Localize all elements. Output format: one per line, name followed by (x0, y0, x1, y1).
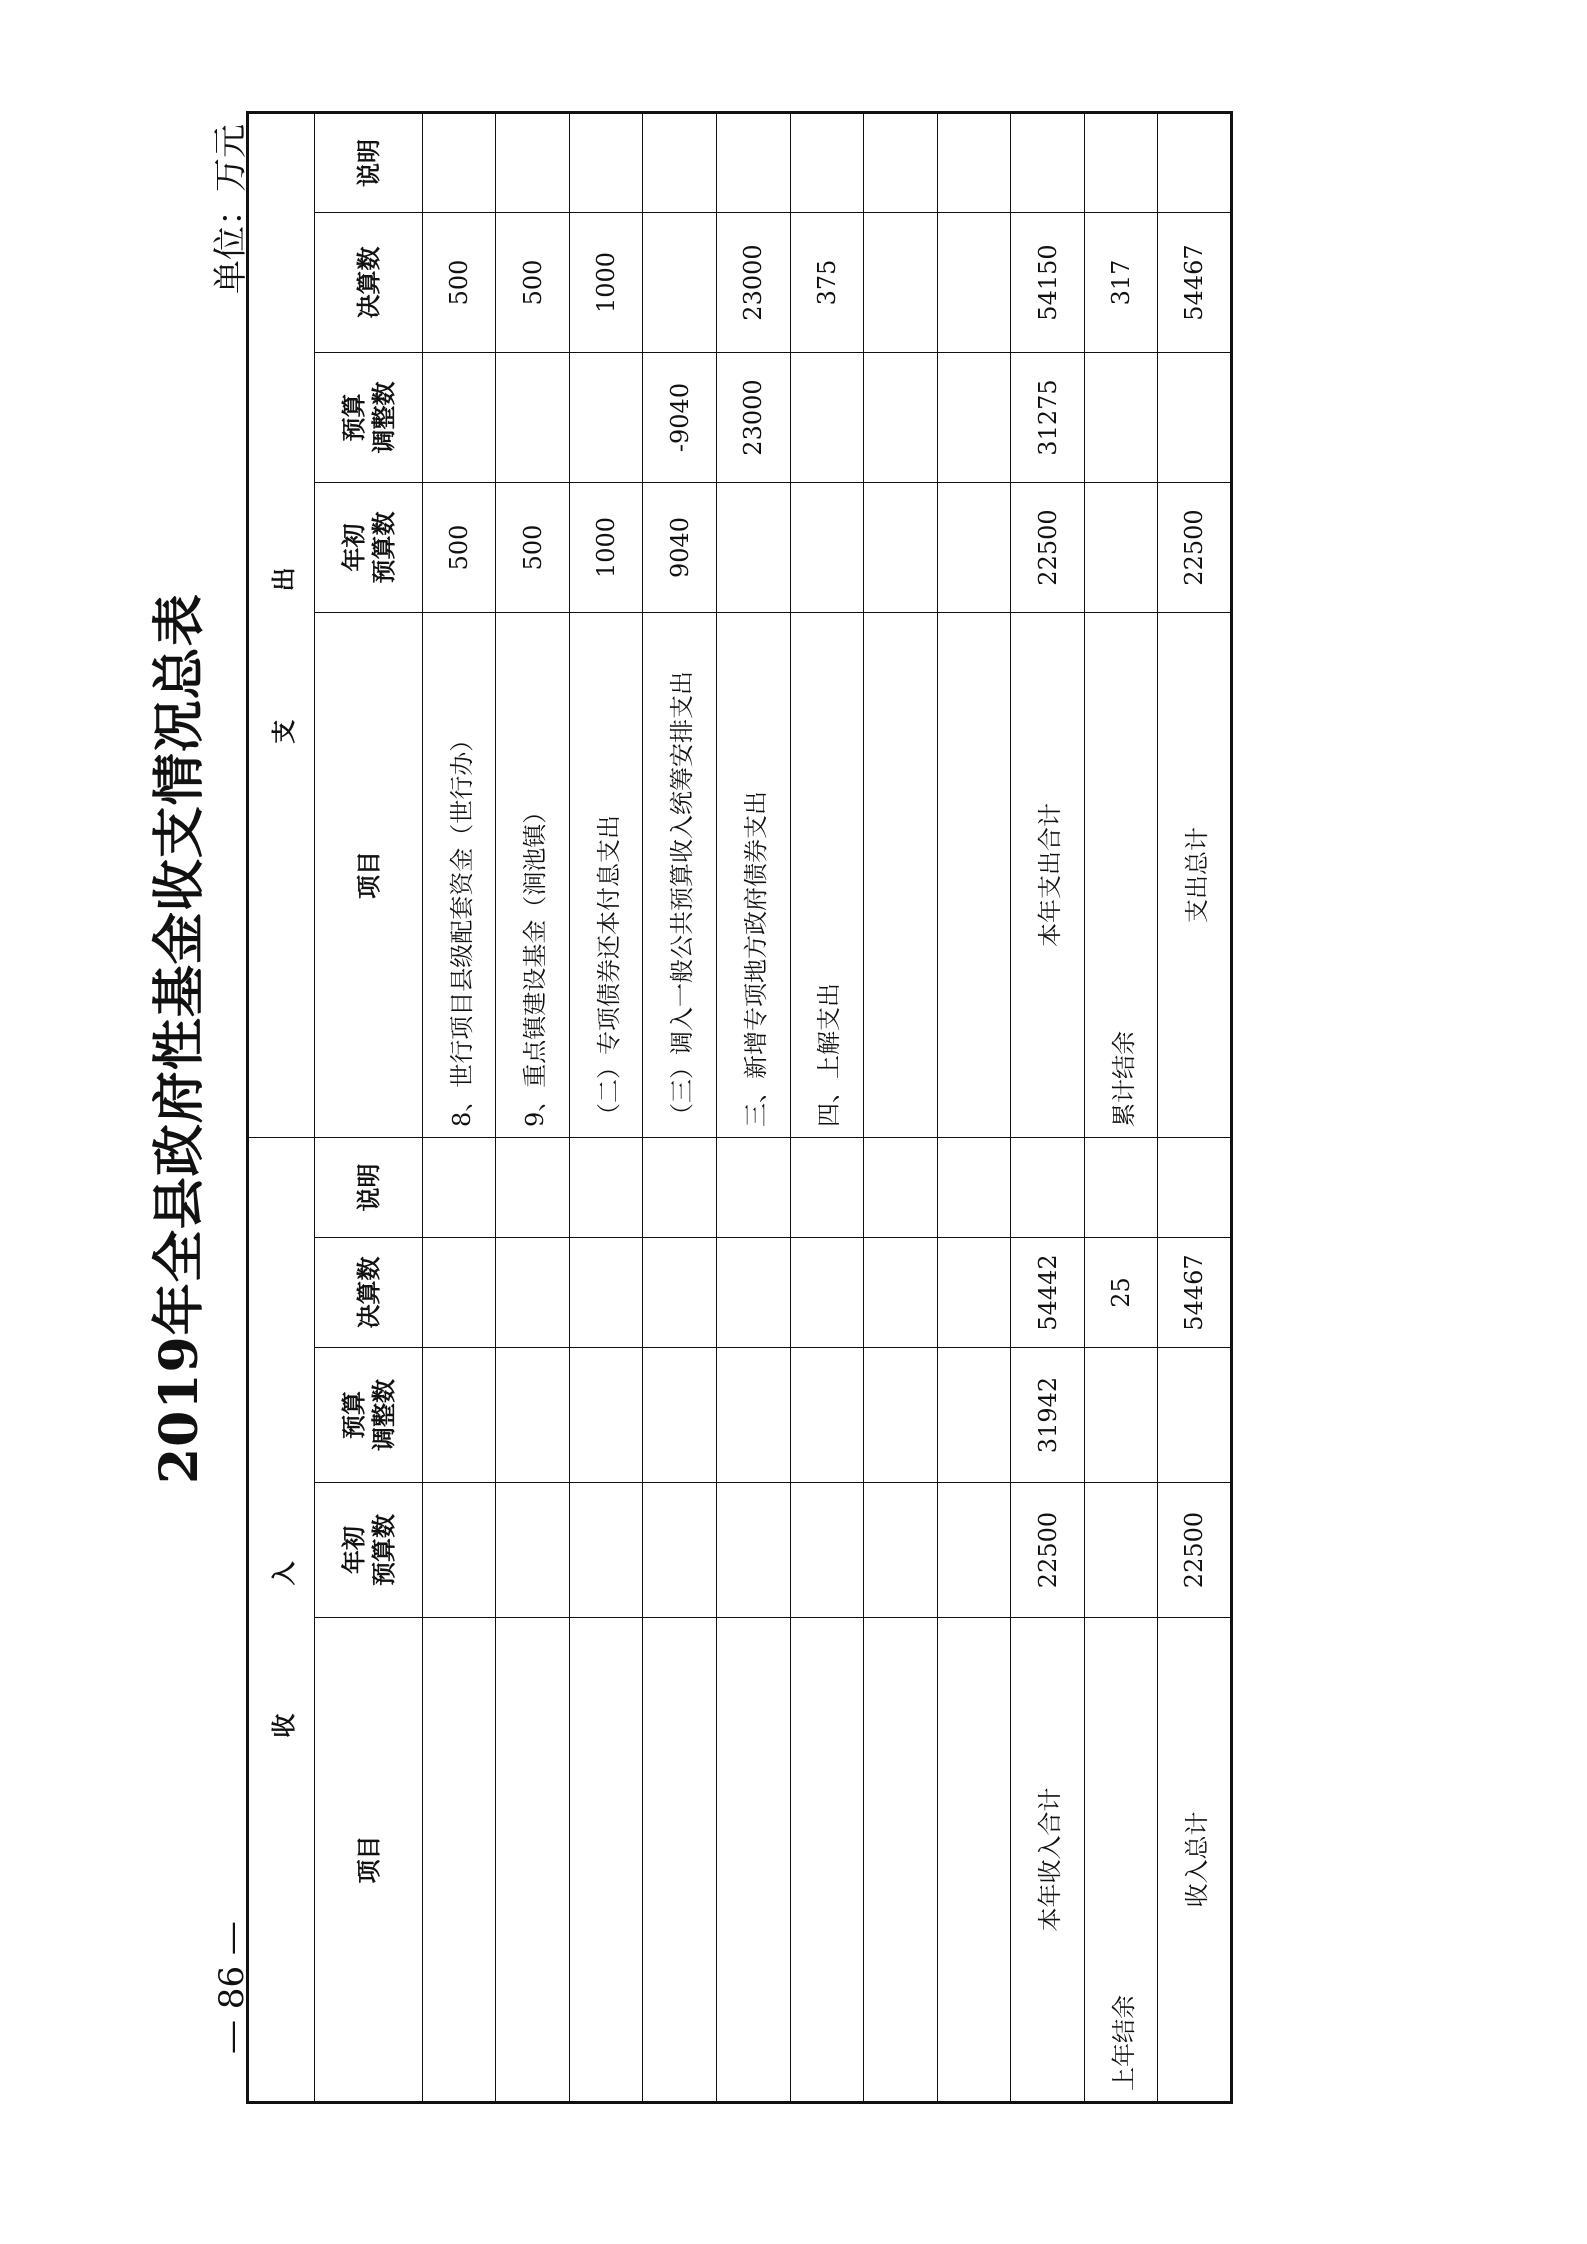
income-adjust-cell (716, 1348, 790, 1483)
income-item-cell: 收入总计 (1158, 1618, 1232, 2103)
table-row (569, 113, 643, 2103)
expense-final-cell: 317 (1084, 213, 1158, 353)
expense-note-cell (937, 113, 1011, 213)
income-note-cell (1158, 1138, 1232, 1238)
expense-note-cell (496, 113, 570, 213)
page-title: 2019年全县政府性基金收支情况总表 (149, 593, 210, 1484)
initial-header-line2: 预算数 (368, 511, 398, 584)
adjust-header-line2: 调整数 (368, 1379, 398, 1451)
income-initial-cell (937, 1483, 1011, 1618)
expense-item-cell: 本年支出合计 (1011, 613, 1085, 1138)
income-adjust-cell (1084, 1348, 1158, 1483)
expense-initial-cell (1084, 483, 1158, 613)
expense-final-cell (937, 213, 1011, 353)
income-note-cell (716, 1138, 790, 1238)
expense-note-cell (1084, 113, 1158, 213)
income-note-cell (790, 1138, 864, 1238)
income-item-cell (937, 1618, 1011, 2103)
expense-item-cell: （三）调入一般公共预算收入统筹安排支出 (643, 613, 717, 1138)
expense-note-cell (569, 113, 643, 213)
fund-summary-table (246, 111, 1233, 2104)
expense-initial-cell: 9040 (643, 483, 717, 613)
income-final-cell: 54467 (1158, 1238, 1232, 1348)
income-item-cell (716, 1618, 790, 2103)
expense-note-cell (864, 113, 938, 213)
table-row (716, 113, 790, 2103)
income-item-cell (496, 1618, 570, 2103)
expense-note-cell (716, 113, 790, 213)
expense-item-cell: 三、新增专项地方政府债券支出 (716, 613, 790, 1138)
expense-item-cell (937, 613, 1011, 1138)
income-adjust-cell (937, 1348, 1011, 1483)
income-note-cell (643, 1138, 717, 1238)
adjust-header-line1: 预算 (338, 393, 368, 442)
expense-final-cell (864, 213, 938, 353)
income-adjust-cell (864, 1348, 938, 1483)
income-adjust-cell (422, 1348, 496, 1483)
expense-adjust-cell (1084, 353, 1158, 483)
income-initial-cell (1084, 1483, 1158, 1618)
expense-adjust-cell (422, 353, 496, 483)
income-initial-cell (496, 1483, 570, 1618)
expense-adjust-cell (937, 353, 1011, 483)
page-number: — 86 — (212, 1921, 252, 2054)
expense-final-cell: 375 (790, 213, 864, 353)
income-initial-cell: 22500 (1011, 1483, 1085, 1618)
expense-initial-cell (937, 483, 1011, 613)
income-adjust-cell (496, 1348, 570, 1483)
expense-initial-cell: 500 (496, 483, 570, 613)
table-row (937, 113, 1011, 2103)
expense-initial-cell: 1000 (569, 483, 643, 613)
expense-item-cell: 支出总计 (1158, 613, 1232, 1138)
income-item-cell (790, 1618, 864, 2103)
table-row (790, 113, 864, 2103)
initial-header-line2: 预算数 (368, 1514, 398, 1586)
initial-header-line1: 年初 (338, 523, 368, 572)
income-initial-cell (643, 1483, 717, 1618)
income-final-cell (790, 1238, 864, 1348)
expense-item-cell: 四、上解支出 (790, 613, 864, 1138)
income-note-cell (937, 1138, 1011, 1238)
table-row (422, 113, 496, 2103)
expense-final-cell: 54467 (1158, 213, 1232, 353)
expense-initial-header (315, 483, 422, 613)
income-note-cell (496, 1138, 570, 1238)
income-initial-cell: 22500 (1158, 1483, 1232, 1618)
initial-header-line1: 年初 (338, 1526, 368, 1574)
adjust-header-line2: 调整数 (368, 381, 398, 454)
income-final-header: 决算数 (315, 1238, 422, 1348)
expense-initial-cell (864, 483, 938, 613)
income-adjust-header (315, 1348, 422, 1483)
income-final-cell (496, 1238, 570, 1348)
expense-note-header: 说明 (315, 113, 422, 213)
table-row (643, 113, 717, 2103)
income-note-cell (864, 1138, 938, 1238)
expense-adjust-cell (569, 353, 643, 483)
table-row (1011, 113, 1085, 2103)
expense-item-cell: 8、世行项目县级配套资金（世行办） (422, 613, 496, 1138)
expense-adjust-cell (790, 353, 864, 483)
adjust-header-line1: 预算 (338, 1391, 368, 1439)
income-final-cell (569, 1238, 643, 1348)
income-note-cell (1011, 1138, 1085, 1238)
income-item-cell (864, 1618, 938, 2103)
expense-initial-cell (790, 483, 864, 613)
expense-adjust-cell (864, 353, 938, 483)
expense-item-cell: 9、重点镇建设基金（涧池镇） (496, 613, 570, 1138)
table-row (1084, 113, 1158, 2103)
income-initial-cell (716, 1483, 790, 1618)
income-group-header: 收 入 (248, 1138, 315, 2103)
income-adjust-cell (643, 1348, 717, 1483)
expense-adjust-cell: -9040 (643, 353, 717, 483)
income-item-cell: 本年收入合计 (1011, 1618, 1085, 2103)
expense-final-cell: 500 (496, 213, 570, 353)
income-note-cell (1084, 1138, 1158, 1238)
income-final-cell: 25 (1084, 1238, 1158, 1348)
expense-note-cell (790, 113, 864, 213)
expense-note-cell (643, 113, 717, 213)
income-initial-cell (569, 1483, 643, 1618)
income-final-cell (937, 1238, 1011, 1348)
income-note-cell (569, 1138, 643, 1238)
expense-item-cell: 累计结余 (1084, 613, 1158, 1138)
income-adjust-cell: 31942 (1011, 1348, 1085, 1483)
income-initial-header (315, 1483, 422, 1618)
expense-note-cell (422, 113, 496, 213)
unit-label: 单位：万元 (211, 124, 251, 294)
income-initial-cell (790, 1483, 864, 1618)
expense-adjust-cell: 23000 (716, 353, 790, 483)
expense-item-cell (864, 613, 938, 1138)
expense-note-cell (1011, 113, 1085, 213)
income-adjust-cell (790, 1348, 864, 1483)
expense-final-header: 决算数 (315, 213, 422, 353)
expense-adjust-cell (496, 353, 570, 483)
table-row (864, 113, 938, 2103)
expense-initial-cell: 500 (422, 483, 496, 613)
income-initial-cell (864, 1483, 938, 1618)
income-note-header: 说明 (315, 1138, 422, 1238)
expense-group-header: 支 出 (248, 113, 315, 1138)
income-adjust-cell (1158, 1348, 1232, 1483)
expense-note-cell (1158, 113, 1232, 213)
income-initial-cell (422, 1483, 496, 1618)
income-item-header: 项目 (315, 1618, 422, 2103)
income-item-cell: 上年结余 (1084, 1618, 1158, 2103)
expense-final-cell: 23000 (716, 213, 790, 353)
expense-item-header: 项目 (315, 613, 422, 1138)
expense-initial-cell: 22500 (1158, 483, 1232, 613)
expense-item-cell: （二）专项债券还本付息支出 (569, 613, 643, 1138)
income-item-cell (643, 1618, 717, 2103)
income-final-cell (643, 1238, 717, 1348)
expense-adjust-header (315, 353, 422, 483)
expense-initial-cell (716, 483, 790, 613)
expense-final-cell: 500 (422, 213, 496, 353)
income-final-cell: 54442 (1011, 1238, 1085, 1348)
expense-final-cell: 1000 (569, 213, 643, 353)
expense-final-cell: 54150 (1011, 213, 1085, 353)
table-row (1158, 113, 1232, 2103)
income-item-cell (422, 1618, 496, 2103)
income-adjust-cell (569, 1348, 643, 1483)
table-row (496, 113, 570, 2103)
expense-initial-cell: 22500 (1011, 483, 1085, 613)
income-final-cell (422, 1238, 496, 1348)
income-final-cell (864, 1238, 938, 1348)
expense-final-cell (643, 213, 717, 353)
income-note-cell (422, 1138, 496, 1238)
expense-adjust-cell: 31275 (1011, 353, 1085, 483)
income-item-cell (569, 1618, 643, 2103)
expense-adjust-cell (1158, 353, 1232, 483)
income-final-cell (716, 1238, 790, 1348)
